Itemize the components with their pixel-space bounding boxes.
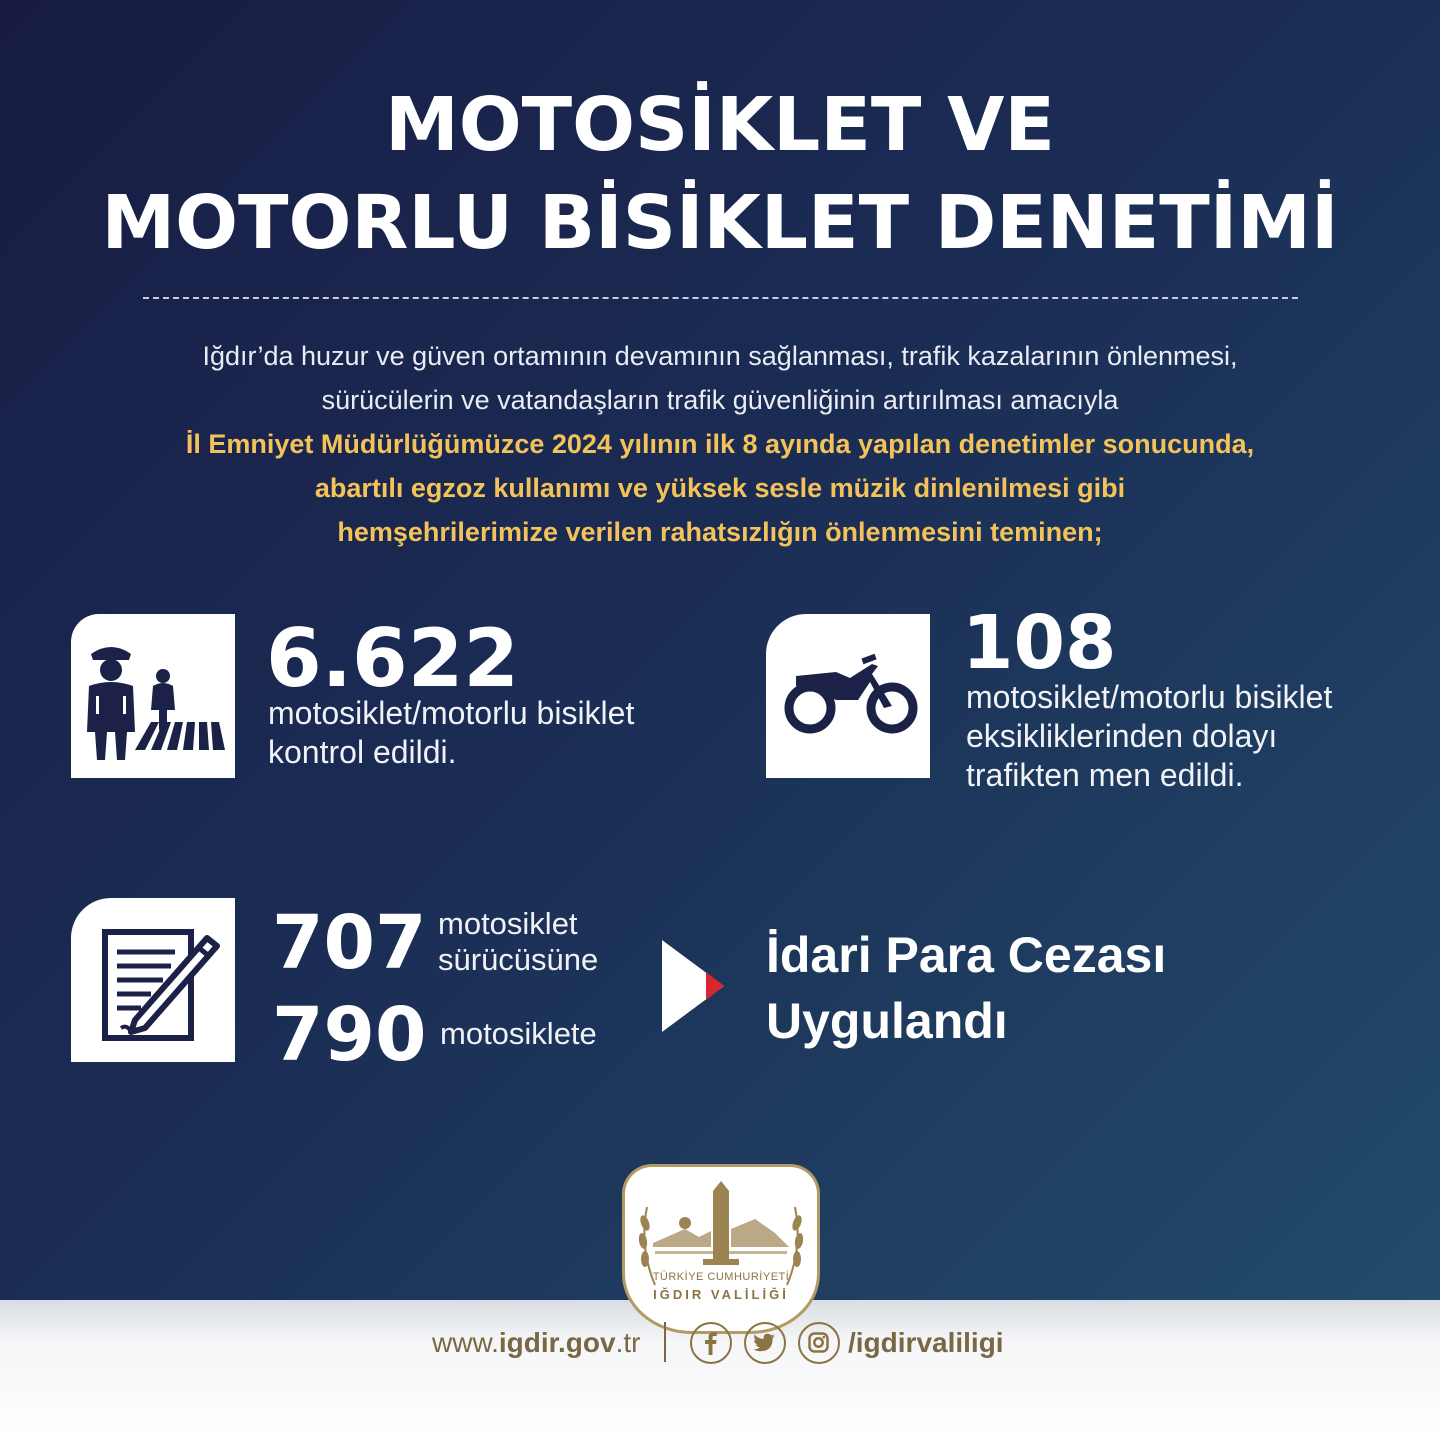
banned-line-1: motosiklet/motorlu bisiklet [966,679,1333,715]
drivers-count: 707 [272,900,427,986]
result-line-1: İdari Para Cezası [766,927,1167,983]
facebook-icon[interactable] [690,1322,732,1364]
banned-count: 108 [962,600,1117,686]
police-officer-crossing-icon [71,614,235,778]
controlled-count: 6.622 [266,612,520,705]
banned-line-2: eksikliklerinden dolayı [966,718,1278,754]
intro-text-1: Iğdır’da huzur ve güven ortamının devamının sağlanması, trafik kazalarının önlenmesi, [202,341,1238,371]
result-line-2: Uygulandı [766,993,1008,1049]
governorship-emblem [622,1164,820,1334]
footer-separator [664,1322,666,1362]
instagram-icon[interactable] [798,1322,840,1364]
banned-description [966,678,1332,795]
banned-line-3: trafikten men edildi. [966,757,1244,793]
intro-line-4 [0,466,1440,510]
page-title-line1: MOTOSİKLET VE [385,82,1055,168]
url-prefix: www. [432,1327,499,1358]
twitter-icon[interactable] [744,1322,786,1364]
url-domain: igdir.gov [498,1327,616,1358]
penalty-result [766,922,1166,1054]
intro-highlight-3: hemşehrilerimize verilen rahatsızlığın önlenmesini teminen; [337,517,1103,547]
page-title-line2: MOTORLU BİSİKLET DENETİMİ [101,180,1339,266]
form-pencil-icon [71,898,235,1062]
motorcycle-icon [766,614,930,778]
dashed-divider [143,297,1298,299]
arrow-right-icon [662,940,726,1041]
controlled-line-2: kontrol edildi. [268,734,457,770]
drivers-line-2: sürücüsüne [438,942,599,977]
intro-highlight-2: abartılı egzoz kullanımı ve yüksek sesle müzik dinlenilmesi gibi [314,473,1126,503]
motorcycles-description: motosiklete [440,1016,597,1051]
intro-highlight-1: İl Emniyet Müdürlüğümüzce 2024 yılının ilk 8 ayında yapılan denetimler sonucunda, [185,429,1255,459]
social-handle[interactable]: /igdirvaliligi [848,1327,1004,1358]
emblem-line-2: IĞDIR VALİLİĞİ [653,1287,789,1302]
controlled-line-1: motosiklet/motorlu bisiklet [268,695,635,731]
drivers-description [438,906,598,978]
intro-line-3 [0,422,1440,466]
intro-text-2: sürücülerin ve vatandaşların trafik güvenliğinin artırılması amacıyla [321,385,1119,415]
controlled-description [268,694,634,772]
emblem-line-1: TÜRKİYE CUMHURİYETİ [652,1271,790,1283]
intro-line-2 [0,378,1440,422]
drivers-line-1: motosiklet [438,906,578,941]
intro-line-1 [0,334,1440,378]
motorcycles-count: 790 [272,992,427,1078]
url-suffix: .tr [615,1327,641,1358]
intro-line-5 [0,510,1440,554]
website-link[interactable] [432,1322,640,1364]
